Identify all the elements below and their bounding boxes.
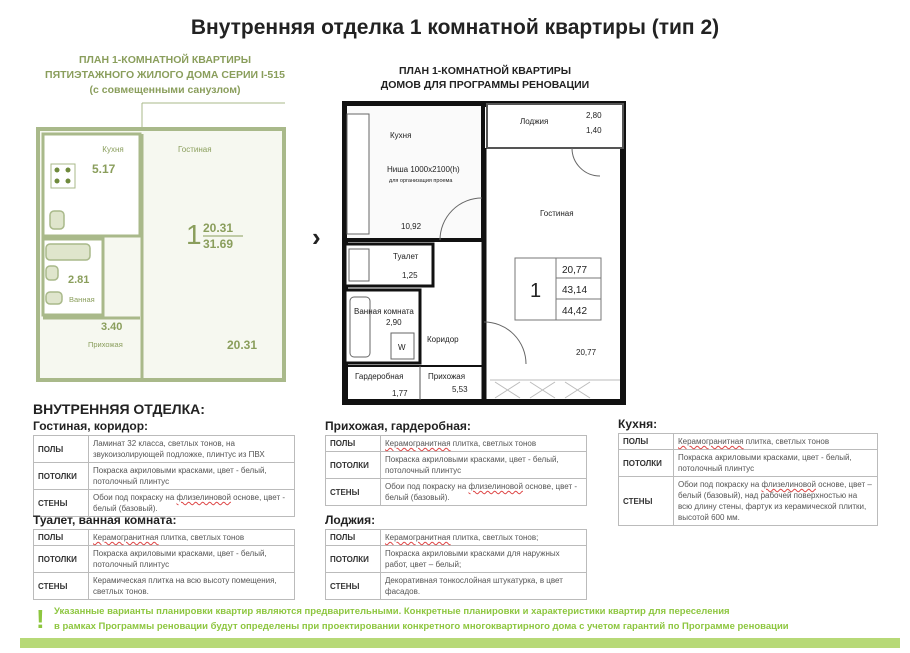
left-kitchen-area: 5.17 [92, 162, 116, 176]
finish-description: Покраска акриловыми красками, цвет - белый, потолочный плинтус [89, 463, 295, 490]
right-wardrobe-label: Гардеробная [355, 372, 404, 381]
finish-type: ПОЛЫ [326, 530, 381, 546]
finish-description: Обои под покраску на флизелиновой основе, цвет – белый (базовый), над рабочей поверхностью на всю длину стены, фартук из керамической плитки, высотой 600 мм. [674, 477, 878, 526]
left-kitchen-label: Кухня [102, 145, 124, 154]
finish-description: Покраска акриловыми красками, цвет - белый, потолочный плинтус [381, 452, 587, 479]
finish-type: ПОТОЛКИ [326, 546, 381, 573]
table-row [326, 452, 587, 479]
right-niche-label: Ниша 1000х2100(h) [387, 165, 460, 174]
right-total-area-2: 44,42 [562, 306, 588, 317]
right-corridor-label: Коридор [427, 335, 459, 344]
finish-heading: ВНУТРЕННЯЯ ОТДЕЛКА: [33, 401, 205, 417]
finish-table [618, 433, 878, 526]
right-bath-label: Ванная комната [354, 307, 414, 316]
finish-type: СТЕНЫ [34, 573, 89, 600]
left-bath-area: 2.81 [68, 274, 90, 286]
left-plan-heading-line: (с совмещенными санузлом) [89, 84, 241, 96]
right-loggia-label: Лоджия [520, 117, 549, 126]
finish-type: ПОЛЫ [34, 530, 89, 546]
right-living-area: 20,77 [562, 265, 588, 276]
finish-type: ПОЛЫ [326, 436, 381, 452]
right-living-area-2: 20,77 [576, 348, 597, 357]
left-plan-heading-line: ПЛАН 1-КОМНАТНОЙ КВАРТИРЫ [78, 54, 252, 66]
finish-type: ПОТОЛКИ [619, 450, 674, 477]
right-plan-heading-line: ПЛАН 1-КОМНАТНОЙ КВАРТИРЫ [398, 65, 572, 77]
right-wardrobe-area: 1,77 [392, 389, 408, 398]
table-row [619, 434, 878, 450]
right-kitchen-area: 10,92 [401, 222, 422, 231]
finish-description: Декоративная тонкослойная штукатурка, в цвет фасадов. [381, 573, 587, 600]
footer-bar [20, 638, 900, 648]
right-w-label: W [398, 343, 406, 352]
finish-description: Обои под покраску на флизелиновой основе, цвет - белый (базовый). [89, 490, 295, 517]
left-hall-label: Прихожая [88, 340, 123, 349]
left-living-label: Гостиная [178, 145, 212, 154]
finish-section-title: Кухня: [618, 417, 658, 431]
finish-description: Покраска акриловыми красками, цвет - белый, потолочный плинтус [89, 546, 295, 573]
right-plan-heading-line: ДОМОВ ДЛЯ ПРОГРАММЫ РЕНОВАЦИИ [380, 79, 590, 91]
right-hall-label: Прихожая [428, 372, 466, 381]
finish-section-title: Лоджия: [325, 513, 376, 527]
page-title: Внутренняя отделка 1 комнатной квартиры (тип 2) [190, 16, 720, 39]
left-bath-label: Ванная [69, 295, 95, 304]
table-row [34, 573, 295, 600]
finish-table [33, 529, 295, 600]
right-total-area-1: 43,14 [562, 285, 588, 296]
right-living-label: Гостиная [540, 209, 574, 218]
finish-type: ПОТОЛКИ [34, 546, 89, 573]
finish-type: СТЕНЫ [619, 477, 674, 526]
finish-type: ПОЛЫ [34, 436, 89, 463]
table-row [326, 530, 587, 546]
finish-section-title: Гостиная, коридор: [33, 419, 149, 433]
right-hall-area: 5,53 [452, 385, 468, 394]
right-floor-plan [345, 104, 623, 402]
finish-description: Керамогранитная плитка, светлых тонов [89, 530, 295, 546]
finish-type: СТЕНЫ [326, 479, 381, 506]
finish-description: Обои под покраску на флизелиновой основе, цвет - белый (базовый). [381, 479, 587, 506]
finish-type: ПОТОЛКИ [326, 452, 381, 479]
table-row [326, 573, 587, 600]
table-row [326, 436, 587, 452]
finish-description: Керамогранитная плитка, светлых тонов [381, 436, 587, 452]
finish-section-title: Туалет, ванная комната: [33, 513, 177, 527]
left-living-area-2: 20.31 [227, 338, 258, 352]
table-row [34, 436, 295, 463]
right-loggia-area-2: 1,40 [586, 126, 602, 135]
finish-type: СТЕНЫ [326, 573, 381, 600]
left-total-area: 31.69 [203, 237, 234, 251]
left-rooms-count: 1 [186, 219, 202, 250]
table-row [34, 546, 295, 573]
right-toilet-area: 1,25 [402, 271, 418, 280]
finish-description: Керамогранитная плитка, светлых тонов; [381, 530, 587, 546]
right-loggia-area-1: 2,80 [586, 111, 602, 120]
footer-line-1: Указанные варианты планировки квартир являются предварительными. Конкретные планировки и характеристики квартир для переселения [54, 606, 730, 617]
table-row [619, 477, 878, 526]
table-row [619, 450, 878, 477]
finish-description: Покраска акриловыми красками для наружных работ, цвет – белый; [381, 546, 587, 573]
arrow-icon: › [312, 222, 321, 252]
finish-description: Ламинат 32 класса, светлых тонов, на звукоизолирующей подложке, плинтус из ПВХ [89, 436, 295, 463]
finish-table [325, 435, 587, 506]
right-niche-note: для организация проема [389, 178, 453, 184]
footer-line-2: в рамках Программы реновации будут определены при проектировании конкретного многоквартирного дома с учетом гарантий по Программе реновации [54, 621, 789, 632]
right-plan-heading [340, 64, 630, 92]
table-row [326, 479, 587, 506]
finish-description: Керамогранитная плитка, светлых тонов [674, 434, 878, 450]
left-plan-heading-line: ПЯТИЭТАЖНОГО ЖИЛОГО ДОМА СЕРИИ I-515 [45, 69, 285, 81]
table-row [326, 546, 587, 573]
finish-description: Керамическая плитка на всю высоту помещения, светлых тонов. [89, 573, 295, 600]
left-hall-area: 3.40 [101, 321, 123, 333]
finish-type: СТЕНЫ [34, 490, 89, 517]
table-row [34, 530, 295, 546]
finish-description: Покраска акриловыми красками, цвет - белый, потолочный плинтус [674, 450, 878, 477]
finish-section-title: Прихожая, гардеробная: [325, 419, 471, 433]
right-bath-area: 2,90 [386, 318, 402, 327]
table-row [34, 463, 295, 490]
finish-type: ПОТОЛКИ [34, 463, 89, 490]
finish-table [325, 529, 587, 600]
left-living-area: 20.31 [203, 221, 234, 235]
right-kitchen-label: Кухня [390, 131, 412, 140]
right-toilet-label: Туалет [393, 252, 419, 261]
finish-table [33, 435, 295, 517]
finish-type: ПОЛЫ [619, 434, 674, 450]
right-rooms-count: 1 [530, 280, 542, 302]
warning-icon: ! [36, 604, 45, 634]
